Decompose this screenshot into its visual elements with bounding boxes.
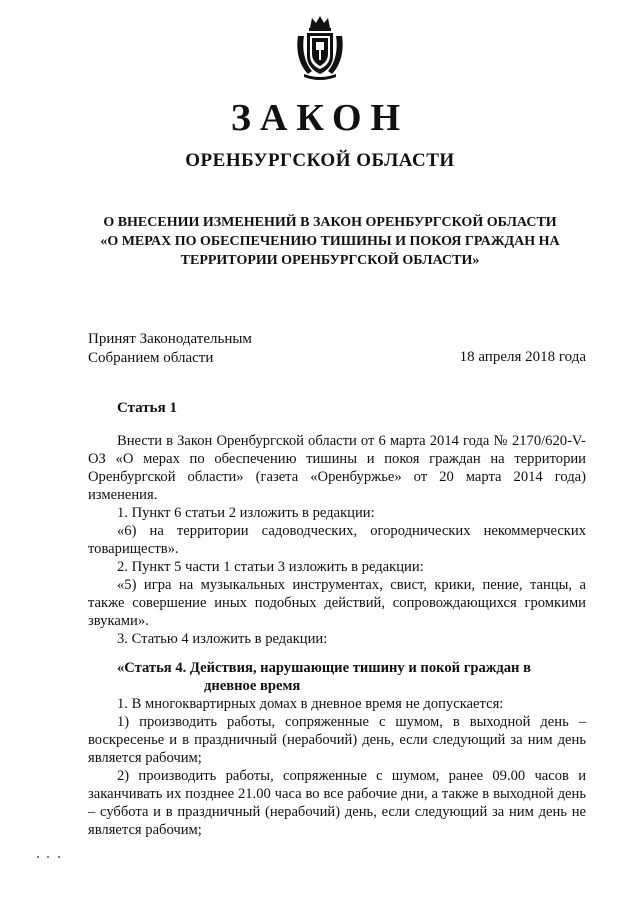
paragraph: 3. Статью 4 изложить в редакции: <box>117 631 328 647</box>
adoption-date: 18 апреля 2018 года <box>459 349 586 365</box>
article-4-title-line: дневное время <box>204 678 301 694</box>
adoption-line: Собранием области <box>88 350 214 366</box>
adoption-note <box>88 330 252 368</box>
document-body <box>88 432 586 839</box>
paragraph: «5) игра на музыкальных инструментах, свист, крики, пение, танцы, а также совершение иных подобных действий, сопровождающихся громкими звуками». <box>88 577 586 629</box>
coat-of-arms-icon <box>294 14 346 80</box>
paragraph: 2. Пункт 5 части 1 статьи 3 изложить в редакции: <box>117 559 424 575</box>
article-4-title <box>88 659 586 695</box>
article-4-title-line: «Статья 4. Действия, нарушающие тишину и покой граждан в <box>117 660 531 676</box>
adoption-line: Принят Законодательным <box>88 331 252 347</box>
paragraph: Внести в Закон Оренбургской области от 6 марта 2014 года № 2170/620-V-ОЗ «О мерах по обеспечению тишины и покоя граждан на территории Оренбургской области» (газета «Оренбуржье» от 20 марта 2014 года) изменения. <box>88 433 586 503</box>
paragraph: «6) на территории садоводческих, огороднических некоммерческих товариществ». <box>88 523 586 557</box>
heading-line: О ВНЕСЕНИИ ИЗМЕНЕНИЙ В ЗАКОН ОРЕНБУРГСКОЙ ОБЛАСТИ <box>103 215 557 230</box>
law-heading <box>70 213 590 270</box>
paragraph: 1. Пункт 6 статьи 2 изложить в редакции: <box>117 505 375 521</box>
scan-artifact-dots <box>35 853 65 861</box>
article-title: Статья 1 <box>117 400 177 416</box>
document-subtitle: ОРЕНБУРГСКОЙ ОБЛАСТИ <box>185 150 455 171</box>
document-title: ЗАКОН <box>230 97 410 139</box>
heading-line: ТЕРРИТОРИИ ОРЕНБУРГСКОЙ ОБЛАСТИ» <box>180 253 480 268</box>
paragraph: 2) производить работы, сопряженные с шумом, ранее 09.00 часов и заканчивать их позднее 21.00 часа во все рабочие дни, а также в выходной день – суббота и в праздничный (нерабочий) день, если следующий за ним день не является рабочим; <box>88 768 586 838</box>
paragraph: 1. В многоквартирных домах в дневное время не допускается: <box>117 696 504 712</box>
heading-line: «О МЕРАХ ПО ОБЕСПЕЧЕНИЮ ТИШИНЫ И ПОКОЯ ГРАЖДАН НА <box>100 234 560 249</box>
paragraph: 1) производить работы, сопряженные с шумом, в выходной день – воскресенье и в праздничный (нерабочий) день, если следующий за ним день является рабочим; <box>88 714 586 766</box>
